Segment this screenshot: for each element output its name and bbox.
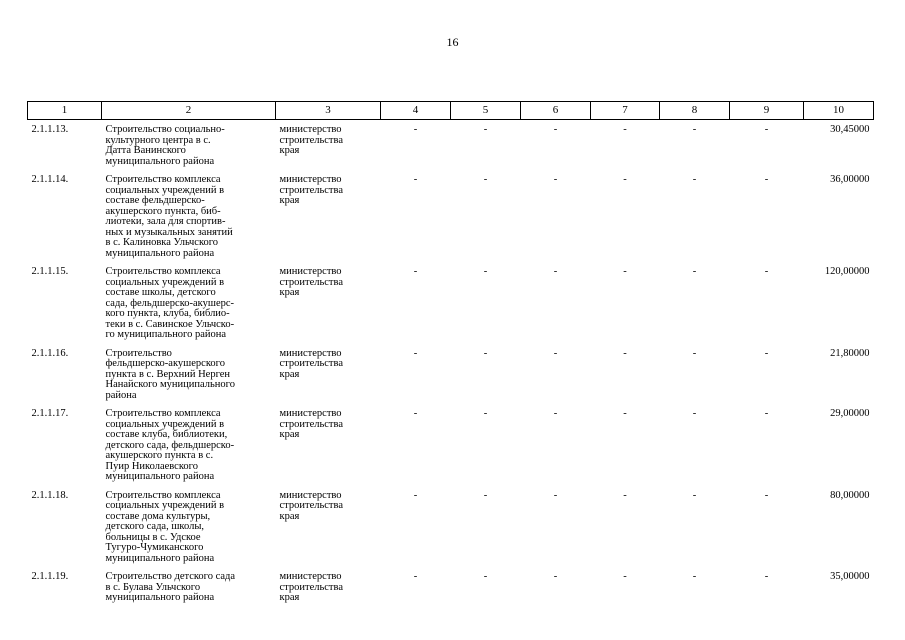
empty-value-cell: - xyxy=(623,124,627,135)
activity-name-line: акушерского пункта в с. xyxy=(105,450,214,461)
activity-name-line: в с. Калиновка Ульчского xyxy=(105,237,219,248)
executor-line: края xyxy=(279,145,300,156)
empty-value-cell: - xyxy=(692,124,697,135)
executor-cell xyxy=(276,567,381,607)
executor-cell xyxy=(276,404,381,486)
column-header: 8 xyxy=(660,102,730,120)
activity-name-line: Строительство xyxy=(105,347,172,359)
empty-value-cell: - xyxy=(764,571,769,582)
empty-value-cell: - xyxy=(553,408,558,419)
amount-cell: 80,00000 xyxy=(830,489,870,501)
amount-cell: 30,45000 xyxy=(830,124,870,135)
empty-value-cell: - xyxy=(483,571,488,582)
activity-name-line: ных и музыкальных занятий xyxy=(105,226,233,238)
activity-name-line: Тугуро-Чумиканского xyxy=(105,542,204,553)
empty-value-cell: - xyxy=(553,124,558,135)
activity-name-line: муниципального района xyxy=(105,471,215,482)
activity-name-line: Строительство комплекса xyxy=(105,408,221,419)
activity-name-cell xyxy=(102,170,276,262)
activity-name-line: социальных учреждений в xyxy=(105,184,225,196)
empty-value-cell: - xyxy=(553,266,558,277)
empty-value-cell: - xyxy=(764,408,769,419)
activity-name-line: Строительство комплекса xyxy=(105,174,221,185)
empty-value-cell: - xyxy=(692,571,697,582)
empty-value-cell: - xyxy=(483,266,488,277)
executor-line: строительства xyxy=(279,358,344,369)
activity-name-line: муниципального района xyxy=(105,552,215,564)
activity-name-line: го муниципального района xyxy=(105,329,227,340)
executor-cell xyxy=(276,344,381,405)
activity-name-line: детского сада, фельдшерско- xyxy=(105,439,235,451)
column-header: 9 xyxy=(730,102,804,120)
column-header: 3 xyxy=(276,102,381,120)
activity-name-cell xyxy=(102,404,276,486)
executor-line: строительства xyxy=(279,184,344,196)
empty-value-cell: - xyxy=(413,266,418,277)
row-number-cell: 2.1.1.14. xyxy=(31,174,69,185)
executor-line: строительства xyxy=(279,581,344,593)
activity-name-line: муниципального района xyxy=(105,592,215,603)
empty-value-cell: - xyxy=(483,408,488,419)
executor-cell xyxy=(276,486,381,568)
activity-name-line: составе фельдшерско- xyxy=(105,195,205,206)
activity-name-line: района xyxy=(105,389,137,401)
activity-name-line: в с. Булава Ульчского xyxy=(105,581,201,593)
empty-value-cell: - xyxy=(764,347,769,359)
activity-name-cell xyxy=(102,567,276,607)
column-header: 6 xyxy=(521,102,591,120)
empty-value-cell: - xyxy=(413,571,418,582)
activity-name-cell xyxy=(102,344,276,405)
empty-value-cell: - xyxy=(483,174,488,185)
activity-name-line: муниципального района xyxy=(105,247,215,259)
column-header: 1 xyxy=(28,102,102,120)
activity-name-line: сада, фельдшерско-акушерс- xyxy=(105,297,235,309)
empty-value-cell: - xyxy=(764,174,769,185)
amount-cell: 35,00000 xyxy=(830,571,870,582)
empty-value-cell: - xyxy=(553,347,558,359)
empty-value-cell: - xyxy=(553,489,558,501)
executor-cell xyxy=(276,170,381,262)
executor-line: министерство xyxy=(279,489,342,501)
amount-cell: 36,00000 xyxy=(830,174,870,185)
executor-line: края xyxy=(279,195,300,206)
empty-value-cell: - xyxy=(413,408,418,419)
executor-line: строительства xyxy=(279,418,344,430)
row-number-cell: 2.1.1.17. xyxy=(31,408,69,419)
empty-value-cell: - xyxy=(413,347,418,359)
executor-line: министерство xyxy=(279,266,342,277)
activity-name-line: теки в с. Савинское Ульчско- xyxy=(105,318,235,330)
activity-name-line: составе школы, детского xyxy=(105,287,216,298)
executor-line: министерство xyxy=(279,347,342,359)
empty-value-cell: - xyxy=(623,489,627,501)
activity-name-line: социальных учреждений в xyxy=(105,418,225,430)
table-row xyxy=(28,404,874,486)
activity-name-line: Датта Ванинского xyxy=(105,145,186,156)
activity-name-line: культурного центра в с. xyxy=(105,134,211,146)
executor-line: края xyxy=(279,287,300,298)
empty-value-cell: - xyxy=(692,174,697,185)
column-header: 7 xyxy=(591,102,660,120)
executor-line: министерство xyxy=(279,571,342,582)
amount-cell: 21,80000 xyxy=(830,347,870,359)
empty-value-cell: - xyxy=(623,408,627,419)
activity-name-line: Строительство социально- xyxy=(105,124,225,135)
empty-value-cell: - xyxy=(764,124,769,135)
column-header: 4 xyxy=(381,102,451,120)
empty-value-cell: - xyxy=(764,489,769,501)
row-number-cell: 2.1.1.16. xyxy=(31,347,69,359)
empty-value-cell: - xyxy=(413,124,418,135)
activity-name-line: социальных учреждений в xyxy=(105,276,225,288)
activity-name-line: муниципального района xyxy=(105,155,215,167)
empty-value-cell: - xyxy=(764,266,769,277)
empty-value-cell: - xyxy=(413,174,418,185)
row-number-cell: 2.1.1.18. xyxy=(31,489,69,501)
empty-value-cell: - xyxy=(692,347,697,359)
row-number-cell: 2.1.1.19. xyxy=(31,571,69,582)
table-header xyxy=(28,102,874,120)
empty-value-cell: - xyxy=(483,489,488,501)
executor-line: строительства xyxy=(279,134,344,146)
activity-name-cell xyxy=(102,262,276,344)
table-row xyxy=(28,344,874,405)
activity-name-line: пункта в с. Верхний Нерген xyxy=(105,368,231,380)
empty-value-cell: - xyxy=(623,347,627,359)
header-row xyxy=(28,102,874,120)
table-row xyxy=(28,170,874,262)
column-header: 2 xyxy=(102,102,276,120)
activity-name-line: Строительство комплекса xyxy=(105,489,221,501)
table-body xyxy=(28,120,874,607)
activity-name-line: Нанайского муниципального xyxy=(105,379,235,390)
activity-name-line: кого пункта, клуба, библио- xyxy=(105,308,230,319)
activity-name-line: фельдшерско-акушерского xyxy=(105,358,225,369)
executor-cell xyxy=(276,120,381,171)
activity-name-line: социальных учреждений в xyxy=(105,500,225,511)
executor-line: строительства xyxy=(279,276,344,288)
amount-cell: 29,00000 xyxy=(830,408,870,419)
activity-name-line: Строительство комплекса xyxy=(105,266,221,277)
row-number-cell: 2.1.1.13. xyxy=(31,124,69,135)
activity-name-line: лиотеки, зала для спортив- xyxy=(105,216,226,227)
row-number-cell: 2.1.1.15. xyxy=(31,266,69,277)
table-row xyxy=(28,262,874,344)
activity-name-line: составе дома культуры, xyxy=(105,510,211,522)
activity-name-cell xyxy=(102,120,276,171)
activity-name-line: Строительство детского сада xyxy=(105,571,236,582)
executor-line: края xyxy=(279,368,300,380)
activity-name-line: больницы в с. Удское xyxy=(105,531,201,543)
activity-name-line: акушерского пункта, биб- xyxy=(105,205,221,217)
table-row xyxy=(28,120,874,171)
executor-line: края xyxy=(279,592,300,603)
empty-value-cell: - xyxy=(623,571,627,582)
empty-value-cell: - xyxy=(553,571,558,582)
empty-value-cell: - xyxy=(483,124,488,135)
page-number: 16 xyxy=(446,35,459,49)
activity-name-line: составе клуба, библиотеки, xyxy=(105,429,228,440)
executor-line: министерство xyxy=(279,124,342,135)
empty-value-cell: - xyxy=(692,489,697,501)
activity-name-cell xyxy=(102,486,276,568)
executor-cell xyxy=(276,262,381,344)
executor-line: министерство xyxy=(279,408,342,419)
empty-value-cell: - xyxy=(692,408,697,419)
activity-name-line: Пуир Николаевского xyxy=(105,460,198,472)
column-header: 10 xyxy=(804,102,874,120)
column-header: 5 xyxy=(451,102,521,120)
program-activities-table xyxy=(27,101,874,607)
table-row xyxy=(28,486,874,568)
empty-value-cell: - xyxy=(553,174,558,185)
amount-cell: 120,00000 xyxy=(824,266,870,277)
executor-line: края xyxy=(279,510,300,522)
executor-line: края xyxy=(279,429,300,440)
executor-line: министерство xyxy=(279,174,342,185)
activity-name-line: детского сада, школы, xyxy=(105,521,205,532)
empty-value-cell: - xyxy=(623,174,627,185)
empty-value-cell: - xyxy=(623,266,627,277)
empty-value-cell: - xyxy=(483,347,488,359)
executor-line: строительства xyxy=(279,500,344,511)
empty-value-cell: - xyxy=(413,489,418,501)
empty-value-cell: - xyxy=(692,266,697,277)
table-row xyxy=(28,567,874,607)
